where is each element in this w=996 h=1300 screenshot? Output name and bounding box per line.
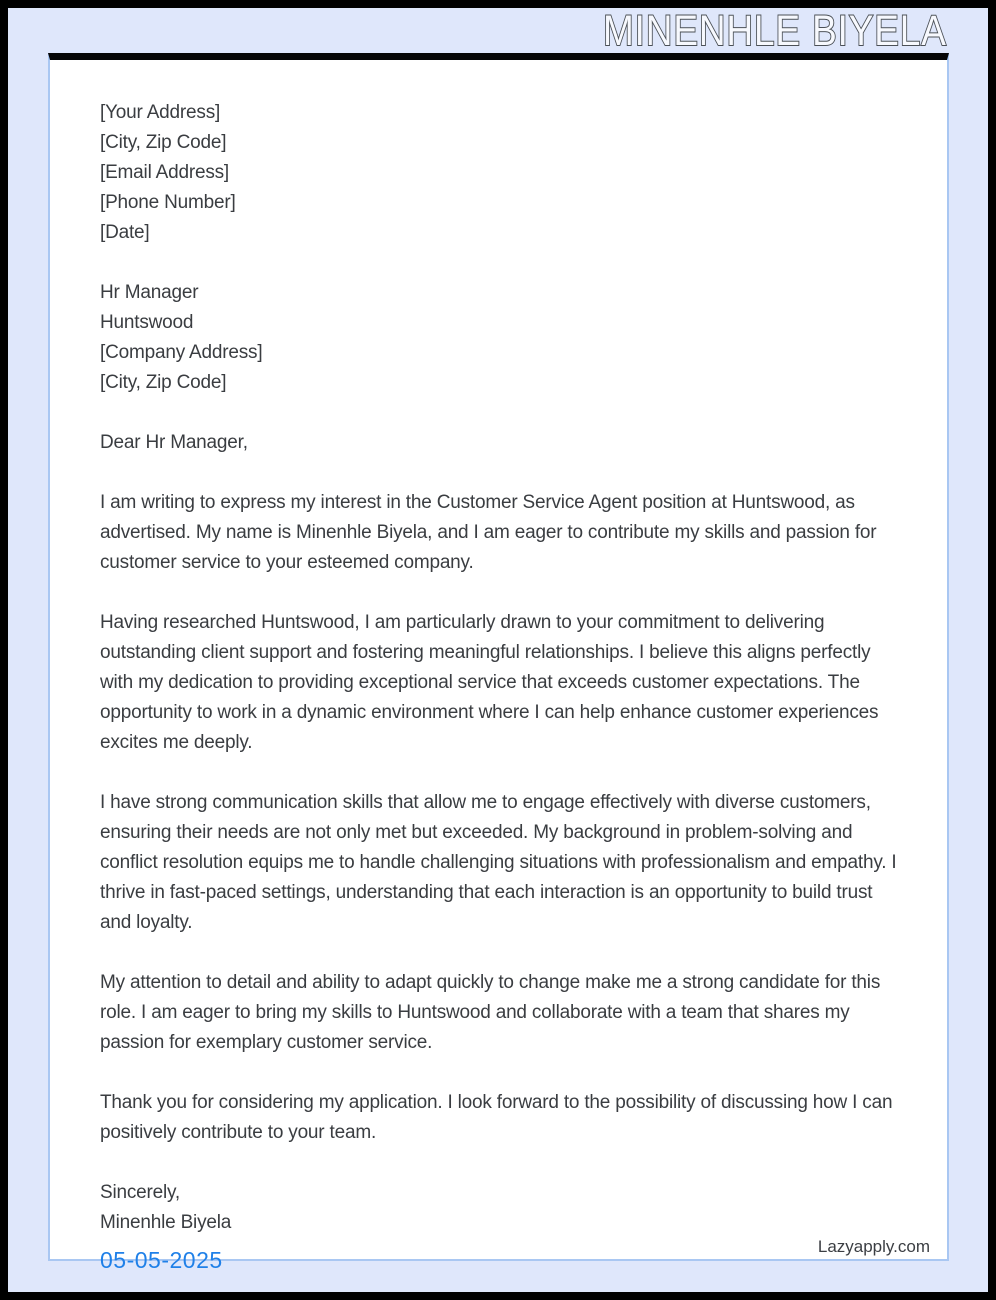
sender-address-block: [100, 98, 900, 248]
body-paragraph-2: Having researched Huntswood, I am particularly drawn to your commitment to delivering outstanding client support and fostering meaningful relationships. I believe this aligns perfectly with my dedication to providing exceptional service that exceeds customer expectations. The opportunity to work in a dynamic environment where I can help enhance customer experiences excites me deeply.: [100, 612, 879, 753]
closing-signoff: Sincerely,: [100, 1182, 181, 1203]
recipient-company-address-line: [Company Address]: [100, 342, 263, 363]
lazyapply-watermark: Lazyapply.com: [817, 1237, 930, 1256]
recipient-city-line: [City, Zip Code]: [100, 372, 227, 393]
sender-phone-line: [Phone Number]: [100, 192, 236, 213]
recipient-company-line: Huntswood: [100, 312, 194, 333]
salutation: Dear Hr Manager,: [100, 432, 248, 453]
letter-content: [100, 98, 900, 1268]
sender-city-line: [City, Zip Code]: [100, 132, 227, 153]
body-paragraph-3: I have strong communication skills that allow me to engage effectively with diverse customers, ensuring their needs are not only met but exceeded. My background in problem-solving and conflict resolution equips me to handle challenging situations with professionalism and empathy. I thrive in fast-paced settings, understanding that each interaction is an opportunity to build trust and loyalty.: [100, 792, 897, 933]
letter-panel: [48, 53, 949, 1261]
document-date: 05-05-2025: [100, 1247, 223, 1273]
applicant-name-header: MINENHLE BIYELA: [603, 7, 947, 55]
sender-date-line: [Date]: [100, 222, 150, 243]
recipient-name-line: Hr Manager: [100, 282, 199, 303]
body-paragraph-4: My attention to detail and ability to adapt quickly to change make me a strong candidate for this role. I am eager to bring my skills to Huntswood and collaborate with a team that shares my passion for exemplary customer service.: [100, 972, 881, 1053]
body-paragraph-1: I am writing to express my interest in the Customer Service Agent position at Huntswood, as advertised. My name is Minenhle Biyela, and I am eager to contribute my skills and passion for customer service to your esteemed company.: [100, 492, 877, 573]
recipient-address-block: [100, 278, 900, 398]
closing-signature-name: Minenhle Biyela: [100, 1212, 232, 1233]
closing-block: [100, 1178, 900, 1238]
sender-address-line: [Your Address]: [100, 102, 221, 123]
body-paragraph-5: Thank you for considering my application. I look forward to the possibility of discussing how I can positively contribute to your team.: [100, 1092, 893, 1143]
sender-email-line: [Email Address]: [100, 162, 229, 183]
